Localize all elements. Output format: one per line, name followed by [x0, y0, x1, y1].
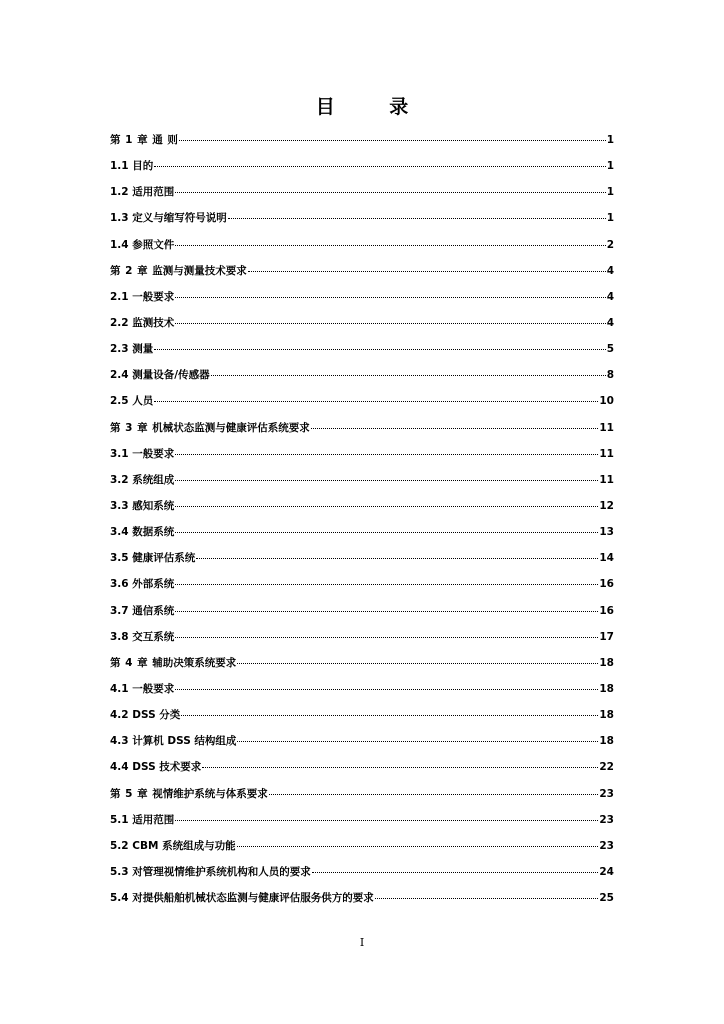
toc-section-entry[interactable] [110, 158, 614, 184]
toc-chapter-entry[interactable] [110, 132, 614, 158]
toc-section-entry[interactable] [110, 367, 614, 393]
toc-chapter-entry[interactable] [110, 786, 614, 812]
dot-leader [375, 898, 599, 899]
toc-entry-label: 4.4 DSS 技术要求 [110, 761, 202, 774]
toc-entry-page-number: 4 [606, 316, 614, 329]
toc-entry-label: 3.5 健康评估系统 [110, 552, 196, 565]
toc-entry-label: 第 4 章 辅助决策系统要求 [110, 656, 237, 669]
toc-entry-page-number: 18 [599, 709, 614, 722]
toc-section-entry[interactable] [110, 237, 614, 263]
toc-entry-label: 1.1 目的 [110, 160, 154, 173]
toc-section-entry[interactable] [110, 707, 614, 733]
toc-section-entry[interactable] [110, 890, 614, 916]
toc-entry-page-number: 23 [599, 839, 614, 852]
toc-section-entry[interactable] [110, 498, 614, 524]
dot-leader [175, 611, 598, 612]
toc-entry-page-number: 8 [606, 369, 614, 382]
page-number: I [359, 936, 365, 949]
toc-section-entry[interactable] [110, 315, 614, 341]
toc-entry-page-number: 11 [599, 473, 614, 486]
toc-entry-page-number: 18 [599, 656, 614, 669]
dot-leader [175, 820, 598, 821]
table-of-contents [110, 132, 614, 916]
toc-entry-label: 第 5 章 视情维护系统与体系要求 [110, 787, 268, 800]
toc-entry-page-number: 25 [599, 892, 614, 905]
toc-entry-label: 1.3 定义与缩写符号说明 [110, 212, 227, 225]
dot-leader [175, 192, 605, 193]
toc-section-entry[interactable] [110, 681, 614, 707]
page-title: 目 录 [315, 96, 433, 118]
toc-entry-label: 1.2 适用范围 [110, 186, 175, 199]
toc-entry-label: 第 3 章 机械状态监测与健康评估系统要求 [110, 421, 310, 434]
dot-leader [175, 506, 598, 507]
toc-entry-label: 2.1 一般要求 [110, 290, 175, 303]
toc-entry-page-number: 13 [599, 526, 614, 539]
dot-leader [311, 428, 599, 429]
toc-entry-page-number: 1 [606, 212, 614, 225]
toc-section-entry[interactable] [110, 733, 614, 759]
dot-leader [237, 663, 598, 664]
toc-chapter-entry[interactable] [110, 420, 614, 446]
toc-entry-page-number: 10 [599, 395, 614, 408]
toc-section-entry[interactable] [110, 184, 614, 210]
toc-entry-label: 4.1 一般要求 [110, 682, 175, 695]
toc-entry-label: 3.1 一般要求 [110, 447, 175, 460]
toc-entry-page-number: 1 [606, 160, 614, 173]
toc-entry-page-number: 11 [599, 421, 614, 434]
toc-entry-label: 5.2 CBM 系统组成与功能 [110, 839, 236, 852]
toc-entry-label: 3.8 交互系统 [110, 630, 175, 643]
dot-leader [154, 349, 605, 350]
dot-leader [175, 454, 598, 455]
toc-section-entry[interactable] [110, 576, 614, 602]
dot-leader [269, 794, 599, 795]
toc-entry-page-number: 2 [606, 238, 614, 251]
toc-section-entry[interactable] [110, 812, 614, 838]
dot-leader [237, 741, 598, 742]
dot-leader [175, 480, 598, 481]
dot-leader [312, 872, 599, 873]
toc-entry-label: 3.6 外部系统 [110, 578, 175, 591]
toc-entry-page-number: 5 [606, 343, 614, 356]
dot-leader [175, 584, 598, 585]
dot-leader [202, 767, 598, 768]
toc-section-entry[interactable] [110, 446, 614, 472]
toc-entry-label: 4.3 计算机 DSS 结构组成 [110, 735, 237, 748]
toc-chapter-entry[interactable] [110, 655, 614, 681]
dot-leader [175, 323, 605, 324]
dot-leader [211, 375, 606, 376]
dot-leader [175, 532, 598, 533]
toc-section-entry[interactable] [110, 289, 614, 315]
dot-leader [237, 846, 599, 847]
toc-entry-label: 2.2 监测技术 [110, 316, 175, 329]
toc-entry-label: 3.7 通信系统 [110, 604, 175, 617]
toc-entry-page-number: 18 [599, 682, 614, 695]
toc-entry-page-number: 18 [599, 735, 614, 748]
dot-leader [179, 140, 606, 141]
toc-section-entry[interactable] [110, 629, 614, 655]
toc-chapter-entry[interactable] [110, 263, 614, 289]
toc-entry-page-number: 14 [599, 552, 614, 565]
toc-entry-page-number: 24 [599, 865, 614, 878]
toc-entry-label: 1.4 参照文件 [110, 238, 175, 251]
toc-entry-label: 第 2 章 监测与测量技术要求 [110, 264, 247, 277]
dot-leader [248, 271, 606, 272]
toc-entry-label: 5.1 适用范围 [110, 813, 175, 826]
dot-leader [175, 245, 605, 246]
toc-entry-page-number: 11 [599, 447, 614, 460]
toc-entry-label: 3.3 感知系统 [110, 499, 175, 512]
toc-entry-page-number: 4 [606, 264, 614, 277]
toc-section-entry[interactable] [110, 759, 614, 785]
toc-entry-page-number: 23 [599, 787, 614, 800]
toc-section-entry[interactable] [110, 838, 614, 864]
toc-entry-page-number: 12 [599, 499, 614, 512]
toc-entry-label: 3.2 系统组成 [110, 473, 175, 486]
toc-entry-page-number: 17 [599, 630, 614, 643]
toc-entry-page-number: 1 [606, 134, 614, 146]
dot-leader [175, 297, 605, 298]
toc-entry-label: 5.4 对提供船舶机械状态监测与健康评估服务供方的要求 [110, 892, 374, 905]
toc-entry-label: 3.4 数据系统 [110, 526, 175, 539]
toc-section-entry[interactable] [110, 393, 614, 419]
toc-entry-page-number: 1 [606, 186, 614, 199]
toc-entry-label: 2.3 测量 [110, 343, 154, 356]
dot-leader [228, 218, 606, 219]
dot-leader [196, 558, 598, 559]
toc-entry-page-number: 16 [599, 578, 614, 591]
dot-leader [175, 637, 598, 638]
dot-leader [181, 715, 598, 716]
toc-section-entry[interactable] [110, 341, 614, 367]
toc-section-entry[interactable] [110, 524, 614, 550]
toc-entry-label: 第 1 章 通 则 [110, 134, 178, 146]
dot-leader [154, 166, 605, 167]
toc-section-entry[interactable] [110, 550, 614, 576]
toc-entry-label: 2.5 人员 [110, 395, 154, 408]
toc-section-entry[interactable] [110, 864, 614, 890]
dot-leader [175, 689, 598, 690]
toc-section-entry[interactable] [110, 472, 614, 498]
toc-entry-label: 2.4 测量设备/传感器 [110, 369, 210, 382]
toc-section-entry[interactable] [110, 210, 614, 236]
toc-entry-page-number: 22 [599, 761, 614, 774]
toc-entry-label: 5.3 对管理视情维护系统机构和人员的要求 [110, 865, 311, 878]
toc-entry-label: 4.2 DSS 分类 [110, 709, 181, 722]
toc-section-entry[interactable] [110, 603, 614, 629]
dot-leader [154, 401, 598, 402]
toc-entry-page-number: 16 [599, 604, 614, 617]
toc-entry-page-number: 4 [606, 290, 614, 303]
toc-entry-page-number: 23 [599, 813, 614, 826]
